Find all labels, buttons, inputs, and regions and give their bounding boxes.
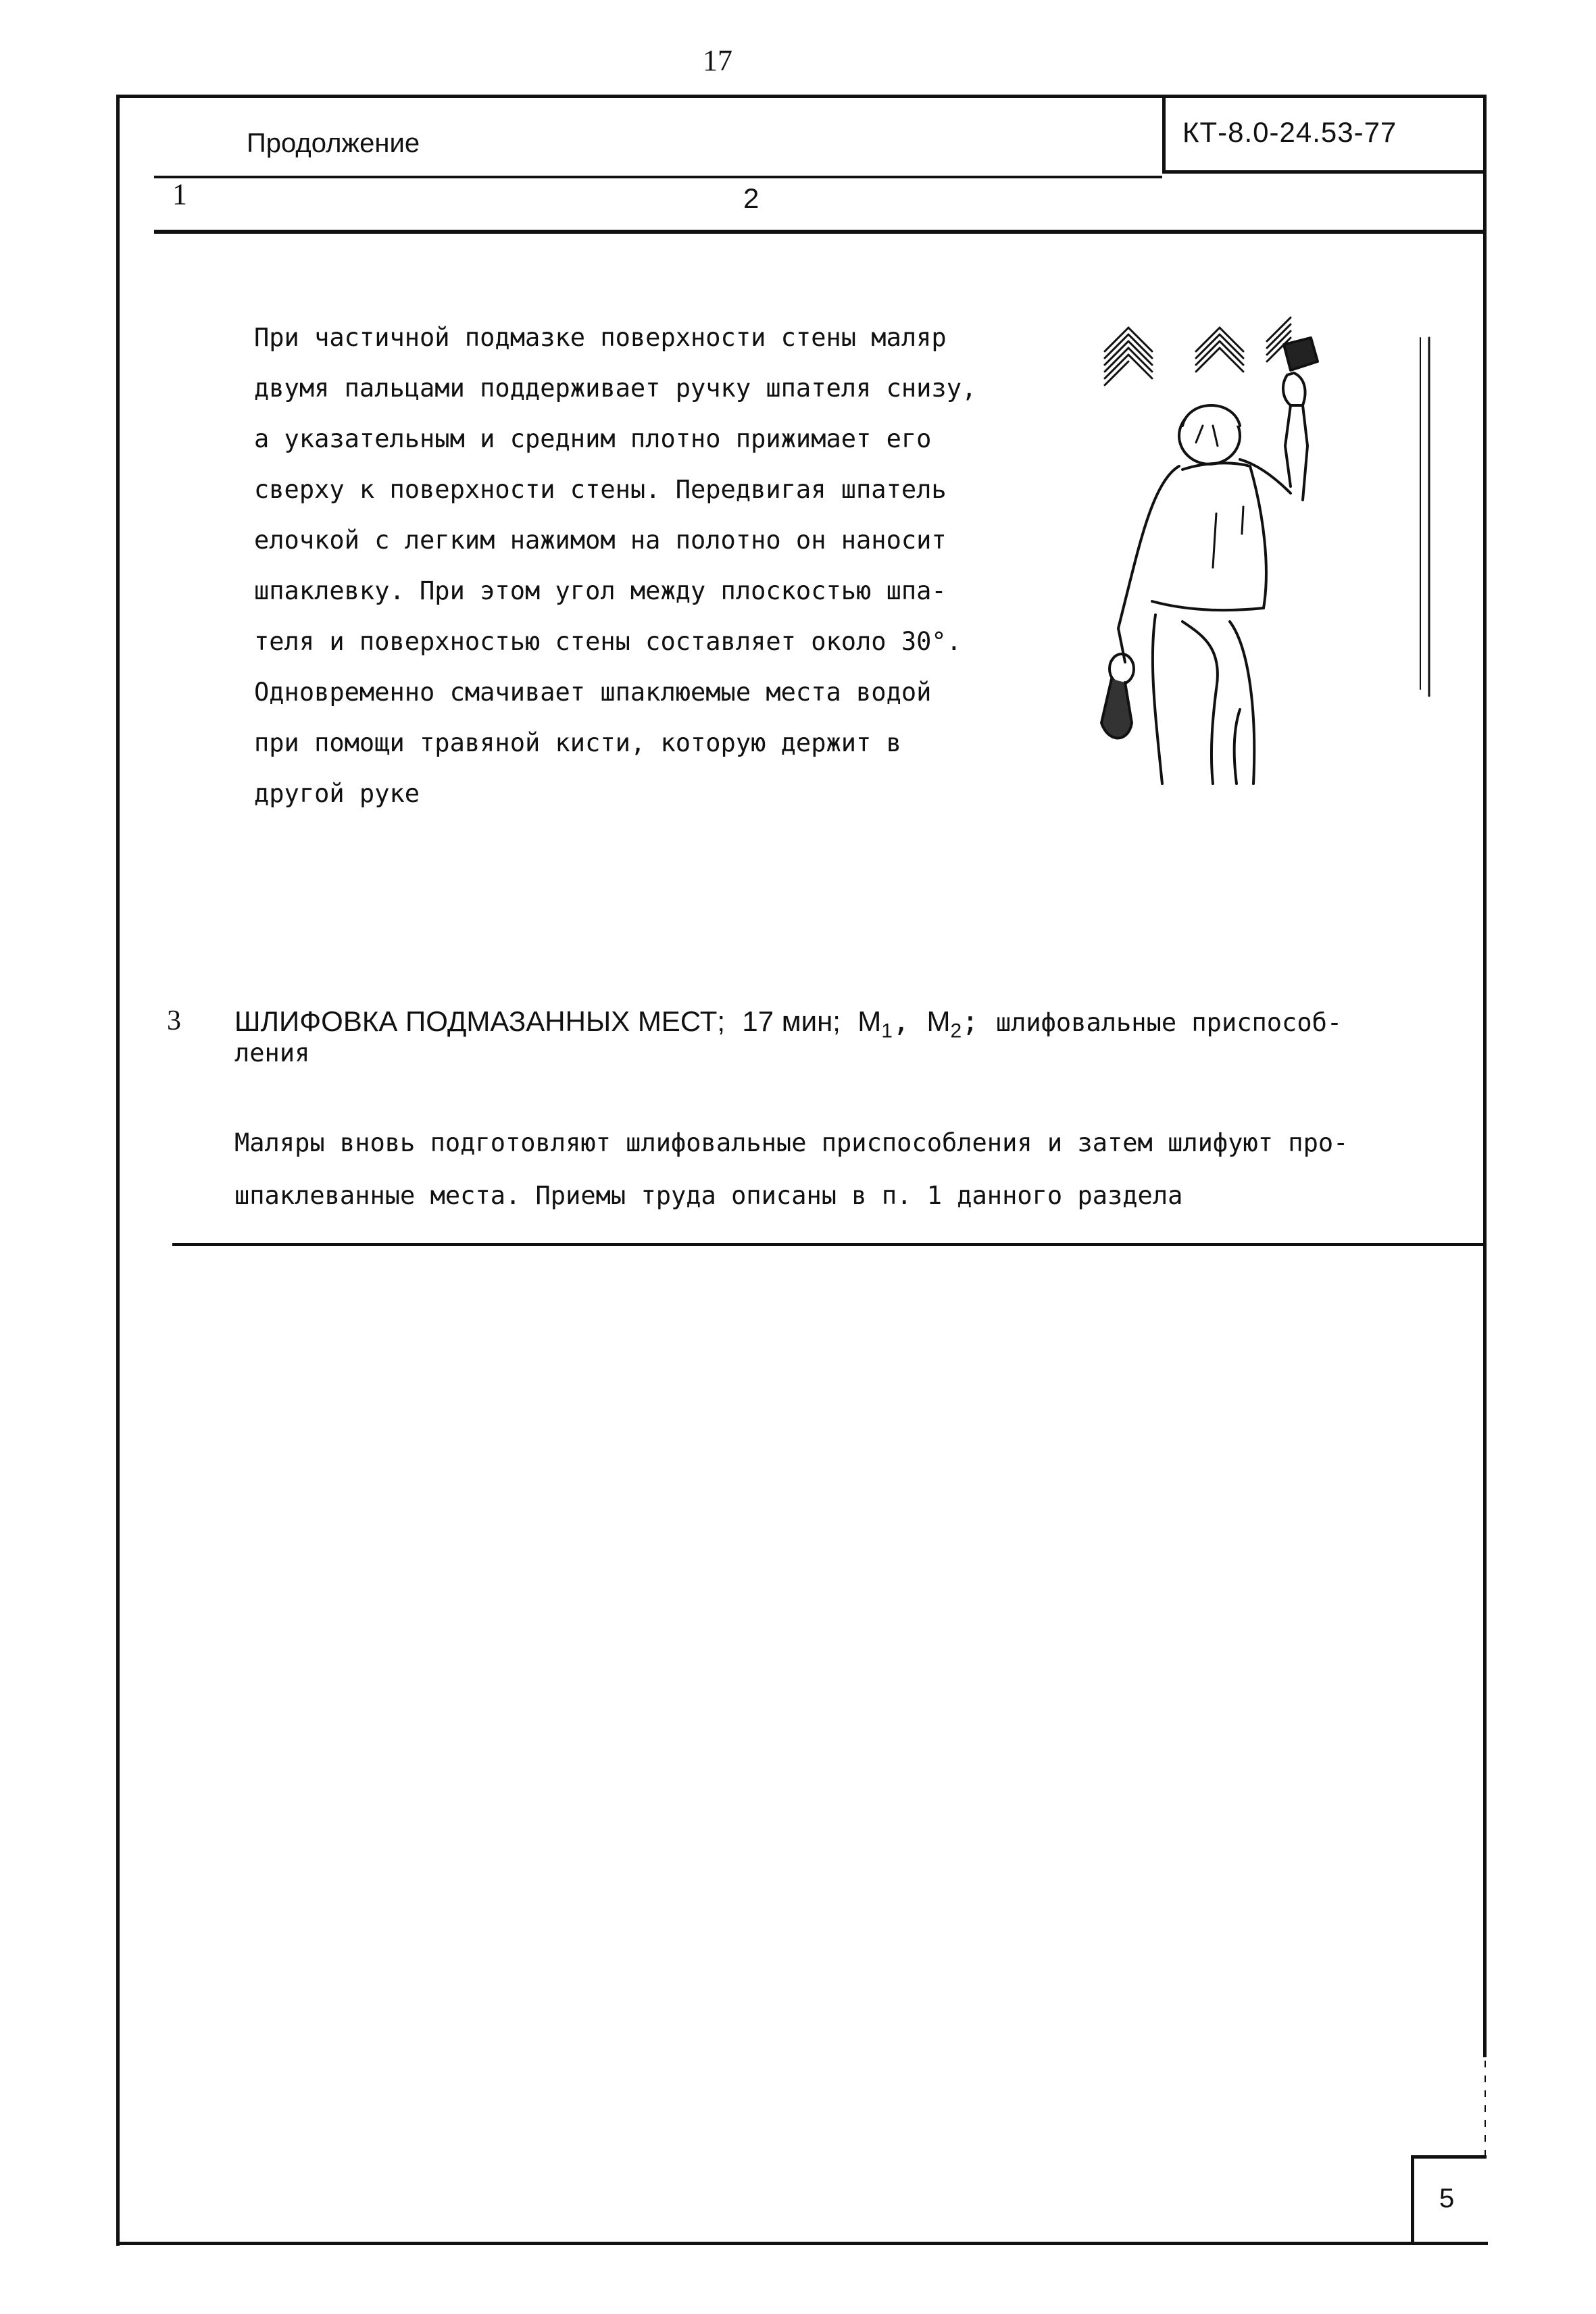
frame-border-bottom	[116, 2242, 1488, 2245]
worker-plastering-illustration	[1088, 311, 1439, 797]
frame-border-right-dashed	[1485, 2061, 1486, 2155]
page-number: 17	[703, 44, 732, 77]
herringbone-marks	[1105, 318, 1291, 385]
step-3-body-line: шпаклеванные места. Приемы труда описаны в п. 1 данного раздела	[234, 1181, 1183, 1210]
header-rule	[154, 176, 1162, 178]
frame-border-left	[116, 95, 120, 2246]
step-3-duration: 17 мин;	[742, 1005, 841, 1037]
column-header-1: 1	[172, 178, 187, 211]
step-2-paragraph	[254, 312, 1051, 819]
paragraph-line: елочкой с легким нажимом на полотно он наносит	[254, 526, 947, 555]
paragraph-line: двумя пальцами поддерживает ручку шпателя снизу,	[254, 374, 977, 403]
step-3-body-line: Маляры вновь подготовляют шлифовальные приспособления и затем шлифуют про-	[234, 1128, 1349, 1157]
step-3-title: ШЛИФОВКА ПОДМАЗАННЫХ МЕСТ; 17 мин; $М_1$, $М_2$; шлифовальные приспособ-	[234, 1005, 1343, 1042]
paragraph-line: при помощи травяной кисти, которую держит в	[254, 728, 901, 757]
paragraph-line: шпаклевку. При этом угол между плоскостью шпа-	[254, 576, 947, 605]
paragraph-line: сверху к поверхности стены. Передвигая шпатель	[254, 475, 947, 504]
continuation-label: Продолжение	[247, 128, 420, 158]
table-bottom-rule	[172, 1243, 1487, 1246]
step-3-title-continuation: ления	[234, 1038, 310, 1067]
paragraph-line: При частичной подмазке поверхности стены маляр	[254, 323, 947, 352]
paragraph-line: а указательным и средним плотно прижимает его	[254, 424, 932, 453]
header-rule-thick	[154, 230, 1487, 234]
column-header-2: 2	[743, 182, 759, 214]
sheet-number: 5	[1439, 2184, 1455, 2213]
frame-border-right	[1483, 95, 1487, 2057]
doc-code: КТ-8.0-24.53-77	[1182, 116, 1397, 148]
paragraph-line: Одновременно смачивает шпаклюемые места водой	[254, 678, 932, 707]
step-3-number: 3	[167, 1005, 181, 1036]
step-3-title-tail: шлифовальные приспособ-	[995, 1008, 1343, 1037]
step-3-m1: $М_1$	[857, 1005, 893, 1042]
step-3-m2: $М_2$	[926, 1005, 962, 1042]
paragraph-line: другой руке	[254, 779, 420, 808]
step-3-title-main: ШЛИФОВКА ПОДМАЗАННЫХ МЕСТ;	[234, 1005, 726, 1037]
paragraph-line: теля и поверхностью стены составляет около 30°.	[254, 627, 962, 656]
